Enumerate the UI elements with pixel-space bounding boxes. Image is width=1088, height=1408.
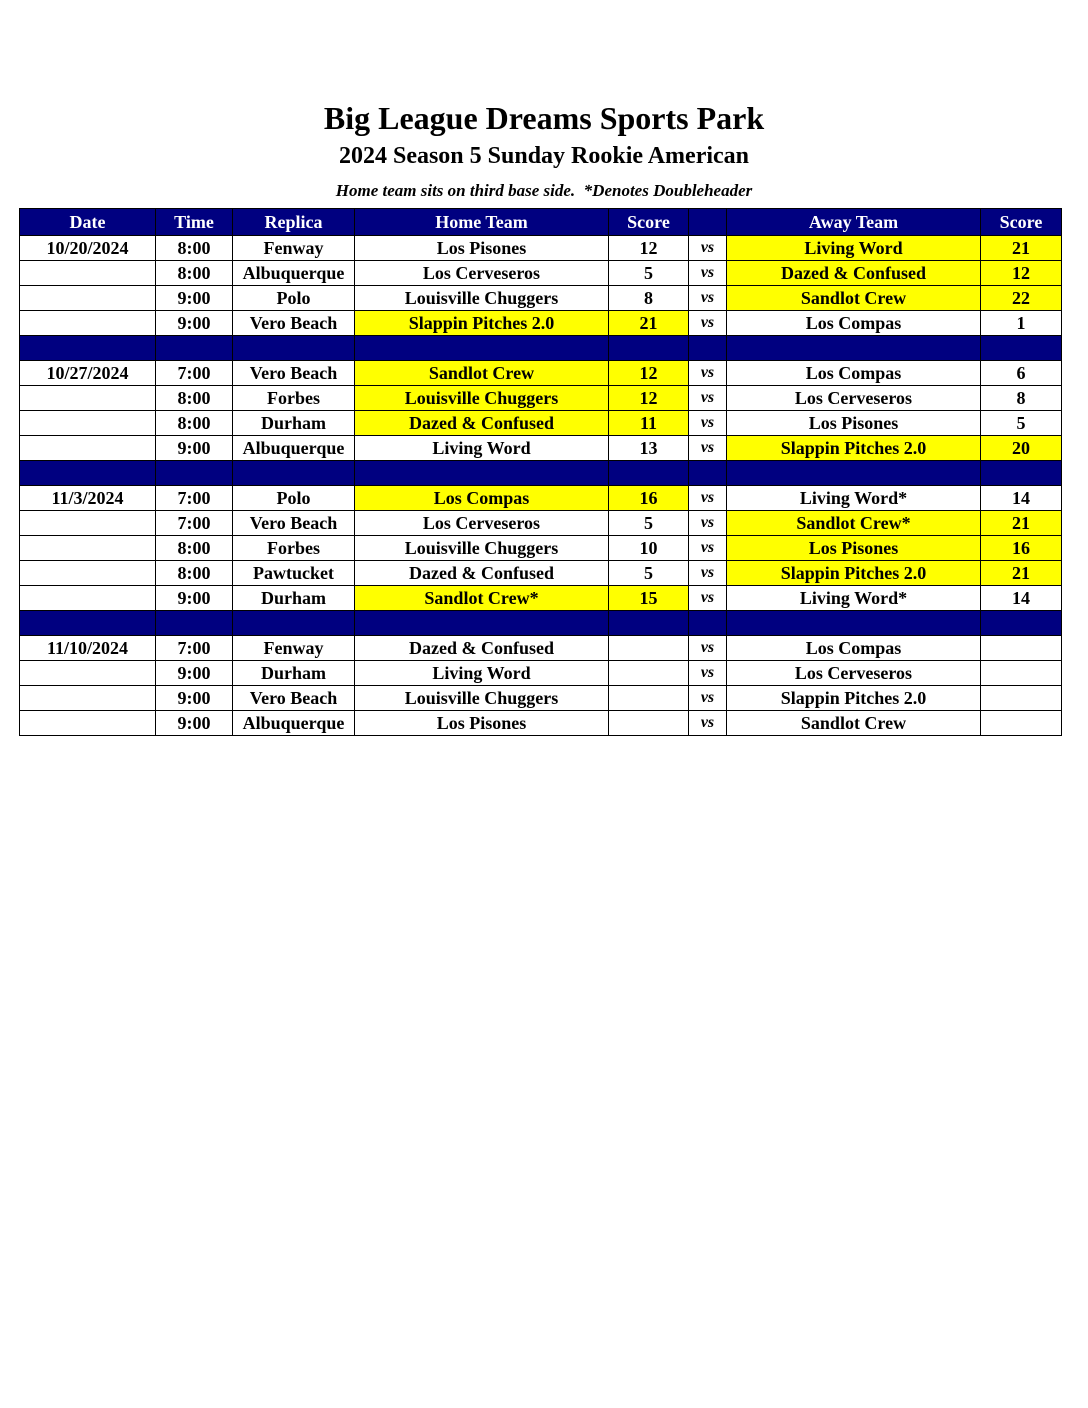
separator-cell [609,611,689,636]
cell-home-team: Slappin Pitches 2.0 [355,311,609,336]
separator-cell [727,611,981,636]
cell-home-score: 13 [609,436,689,461]
schedule-note: Home team sits on third base side. *Denotes Doubleheader [335,181,753,200]
cell-date: 10/27/2024 [20,361,156,386]
cell-home-team: Dazed & Confused [355,411,609,436]
week-separator-row [20,461,1062,486]
cell-home-team: Los Cerveseros [355,261,609,286]
game-row [20,586,1062,611]
game-row [20,411,1062,436]
cell-vs: vs [689,436,727,461]
cell-home-team: Living Word [355,661,609,686]
game-row [20,536,1062,561]
separator-cell [355,336,609,361]
cell-time: 9:00 [156,586,233,611]
cell-time: 7:00 [156,361,233,386]
game-row [20,711,1062,736]
game-row [20,636,1062,661]
cell-away-score: 21 [981,236,1062,261]
cell-home-team: Louisville Chuggers [355,686,609,711]
cell-home-team: Los Compas [355,486,609,511]
cell-replica: Fenway [233,636,355,661]
cell-vs: vs [689,536,727,561]
game-row [20,236,1062,261]
cell-away-team: Slappin Pitches 2.0 [727,561,981,586]
cell-time: 9:00 [156,286,233,311]
cell-time: 9:00 [156,686,233,711]
game-row [20,436,1062,461]
cell-home-score [609,661,689,686]
cell-vs: vs [689,661,727,686]
cell-time: 7:00 [156,511,233,536]
cell-home-team: Sandlot Crew [355,361,609,386]
game-row [20,486,1062,511]
cell-date [20,561,156,586]
cell-date [20,436,156,461]
cell-away-team: Slappin Pitches 2.0 [727,436,981,461]
separator-cell [689,461,727,486]
cell-replica: Durham [233,586,355,611]
separator-cell [233,336,355,361]
cell-home-score [609,711,689,736]
cell-date [20,261,156,286]
cell-away-score [981,686,1062,711]
cell-replica: Durham [233,411,355,436]
cell-home-team: Dazed & Confused [355,636,609,661]
cell-home-team: Louisville Chuggers [355,386,609,411]
cell-date [20,286,156,311]
cell-date [20,661,156,686]
cell-replica: Forbes [233,386,355,411]
col-header-time: Time [156,209,233,236]
col-header-away-team: Away Team [727,209,981,236]
separator-cell [981,461,1062,486]
cell-vs: vs [689,486,727,511]
cell-time: 7:00 [156,636,233,661]
game-row [20,286,1062,311]
separator-cell [727,461,981,486]
cell-home-team: Los Cerveseros [355,511,609,536]
cell-home-score [609,686,689,711]
cell-away-team: Slappin Pitches 2.0 [727,686,981,711]
cell-replica: Forbes [233,536,355,561]
cell-away-score: 1 [981,311,1062,336]
cell-away-score: 6 [981,361,1062,386]
cell-home-score: 16 [609,486,689,511]
separator-cell [689,611,727,636]
cell-home-team: Louisville Chuggers [355,536,609,561]
cell-replica: Polo [233,286,355,311]
cell-vs: vs [689,411,727,436]
game-row [20,386,1062,411]
cell-home-team: Dazed & Confused [355,561,609,586]
cell-home-team: Los Pisones [355,711,609,736]
game-row [20,661,1062,686]
separator-cell [156,336,233,361]
cell-time: 8:00 [156,561,233,586]
separator-cell [355,611,609,636]
cell-away-score: 21 [981,511,1062,536]
cell-date [20,711,156,736]
cell-date: 11/3/2024 [20,486,156,511]
separator-cell [233,611,355,636]
cell-away-team: Living Word* [727,486,981,511]
cell-replica: Durham [233,661,355,686]
game-row [20,511,1062,536]
cell-replica: Vero Beach [233,511,355,536]
separator-cell [156,611,233,636]
cell-vs: vs [689,586,727,611]
separator-cell [156,461,233,486]
cell-vs: vs [689,711,727,736]
cell-away-score [981,661,1062,686]
cell-replica: Albuquerque [233,436,355,461]
col-header-away-score: Score [981,209,1062,236]
cell-vs: vs [689,286,727,311]
cell-home-score: 21 [609,311,689,336]
cell-replica: Vero Beach [233,361,355,386]
cell-home-score: 5 [609,511,689,536]
cell-home-score: 12 [609,361,689,386]
cell-away-score: 22 [981,286,1062,311]
cell-away-score: 14 [981,486,1062,511]
schedule-body [20,236,1062,736]
cell-away-team: Los Cerveseros [727,386,981,411]
cell-replica: Fenway [233,236,355,261]
cell-away-score [981,711,1062,736]
cell-away-score [981,636,1062,661]
cell-date [20,386,156,411]
game-row [20,686,1062,711]
cell-away-team: Los Compas [727,311,981,336]
separator-cell [20,336,156,361]
cell-vs: vs [689,386,727,411]
cell-date [20,411,156,436]
game-row [20,361,1062,386]
game-row [20,311,1062,336]
col-header-home-team: Home Team [355,209,609,236]
cell-home-score: 12 [609,236,689,261]
cell-time: 8:00 [156,261,233,286]
cell-away-score: 20 [981,436,1062,461]
cell-time: 9:00 [156,661,233,686]
cell-vs: vs [689,236,727,261]
separator-cell [981,611,1062,636]
cell-home-score: 8 [609,286,689,311]
cell-home-score: 5 [609,261,689,286]
separator-cell [20,461,156,486]
cell-home-score: 12 [609,386,689,411]
separator-cell [727,336,981,361]
separator-cell [689,336,727,361]
page-subtitle: 2024 Season 5 Sunday Rookie American [338,143,750,169]
cell-date: 10/20/2024 [20,236,156,261]
col-header-replica: Replica [233,209,355,236]
week-separator-row [20,611,1062,636]
cell-date [20,311,156,336]
cell-away-score: 12 [981,261,1062,286]
game-row [20,261,1062,286]
cell-vs: vs [689,561,727,586]
cell-vs: vs [689,686,727,711]
separator-cell [20,611,156,636]
cell-replica: Polo [233,486,355,511]
cell-home-score [609,636,689,661]
cell-home-team: Louisville Chuggers [355,286,609,311]
cell-time: 8:00 [156,411,233,436]
cell-date [20,586,156,611]
cell-time: 9:00 [156,436,233,461]
cell-date [20,686,156,711]
cell-time: 8:00 [156,536,233,561]
cell-away-score: 5 [981,411,1062,436]
cell-date: 11/10/2024 [20,636,156,661]
cell-away-team: Dazed & Confused [727,261,981,286]
cell-time: 9:00 [156,711,233,736]
cell-time: 8:00 [156,386,233,411]
game-row [20,561,1062,586]
cell-away-team: Sandlot Crew* [727,511,981,536]
col-header-date: Date [20,209,156,236]
separator-cell [609,461,689,486]
cell-away-team: Los Cerveseros [727,661,981,686]
cell-time: 8:00 [156,236,233,261]
col-header-vs [689,209,727,236]
cell-away-score: 21 [981,561,1062,586]
cell-vs: vs [689,311,727,336]
cell-away-score: 8 [981,386,1062,411]
cell-time: 7:00 [156,486,233,511]
cell-home-team: Living Word [355,436,609,461]
separator-cell [355,461,609,486]
page-title: Big League Dreams Sports Park [323,100,765,136]
week-separator-row [20,336,1062,361]
cell-home-score: 5 [609,561,689,586]
cell-vs: vs [689,361,727,386]
cell-away-team: Living Word [727,236,981,261]
table-header-row [20,209,1062,236]
cell-replica: Vero Beach [233,311,355,336]
separator-cell [233,461,355,486]
separator-cell [609,336,689,361]
cell-home-score: 10 [609,536,689,561]
cell-vs: vs [689,636,727,661]
cell-away-team: Living Word* [727,586,981,611]
cell-replica: Albuquerque [233,261,355,286]
cell-replica: Albuquerque [233,711,355,736]
cell-away-team: Sandlot Crew [727,711,981,736]
col-header-home-score: Score [609,209,689,236]
cell-away-team: Los Compas [727,361,981,386]
cell-replica: Vero Beach [233,686,355,711]
cell-vs: vs [689,261,727,286]
cell-date [20,536,156,561]
cell-home-score: 15 [609,586,689,611]
schedule-table [19,208,1062,736]
cell-home-score: 11 [609,411,689,436]
cell-away-team: Sandlot Crew [727,286,981,311]
cell-away-score: 16 [981,536,1062,561]
cell-away-score: 14 [981,586,1062,611]
cell-away-team: Los Pisones [727,536,981,561]
cell-home-team: Sandlot Crew* [355,586,609,611]
cell-replica: Pawtucket [233,561,355,586]
cell-vs: vs [689,511,727,536]
cell-away-team: Los Pisones [727,411,981,436]
cell-home-team: Los Pisones [355,236,609,261]
cell-away-team: Los Compas [727,636,981,661]
cell-time: 9:00 [156,311,233,336]
separator-cell [981,336,1062,361]
cell-date [20,511,156,536]
